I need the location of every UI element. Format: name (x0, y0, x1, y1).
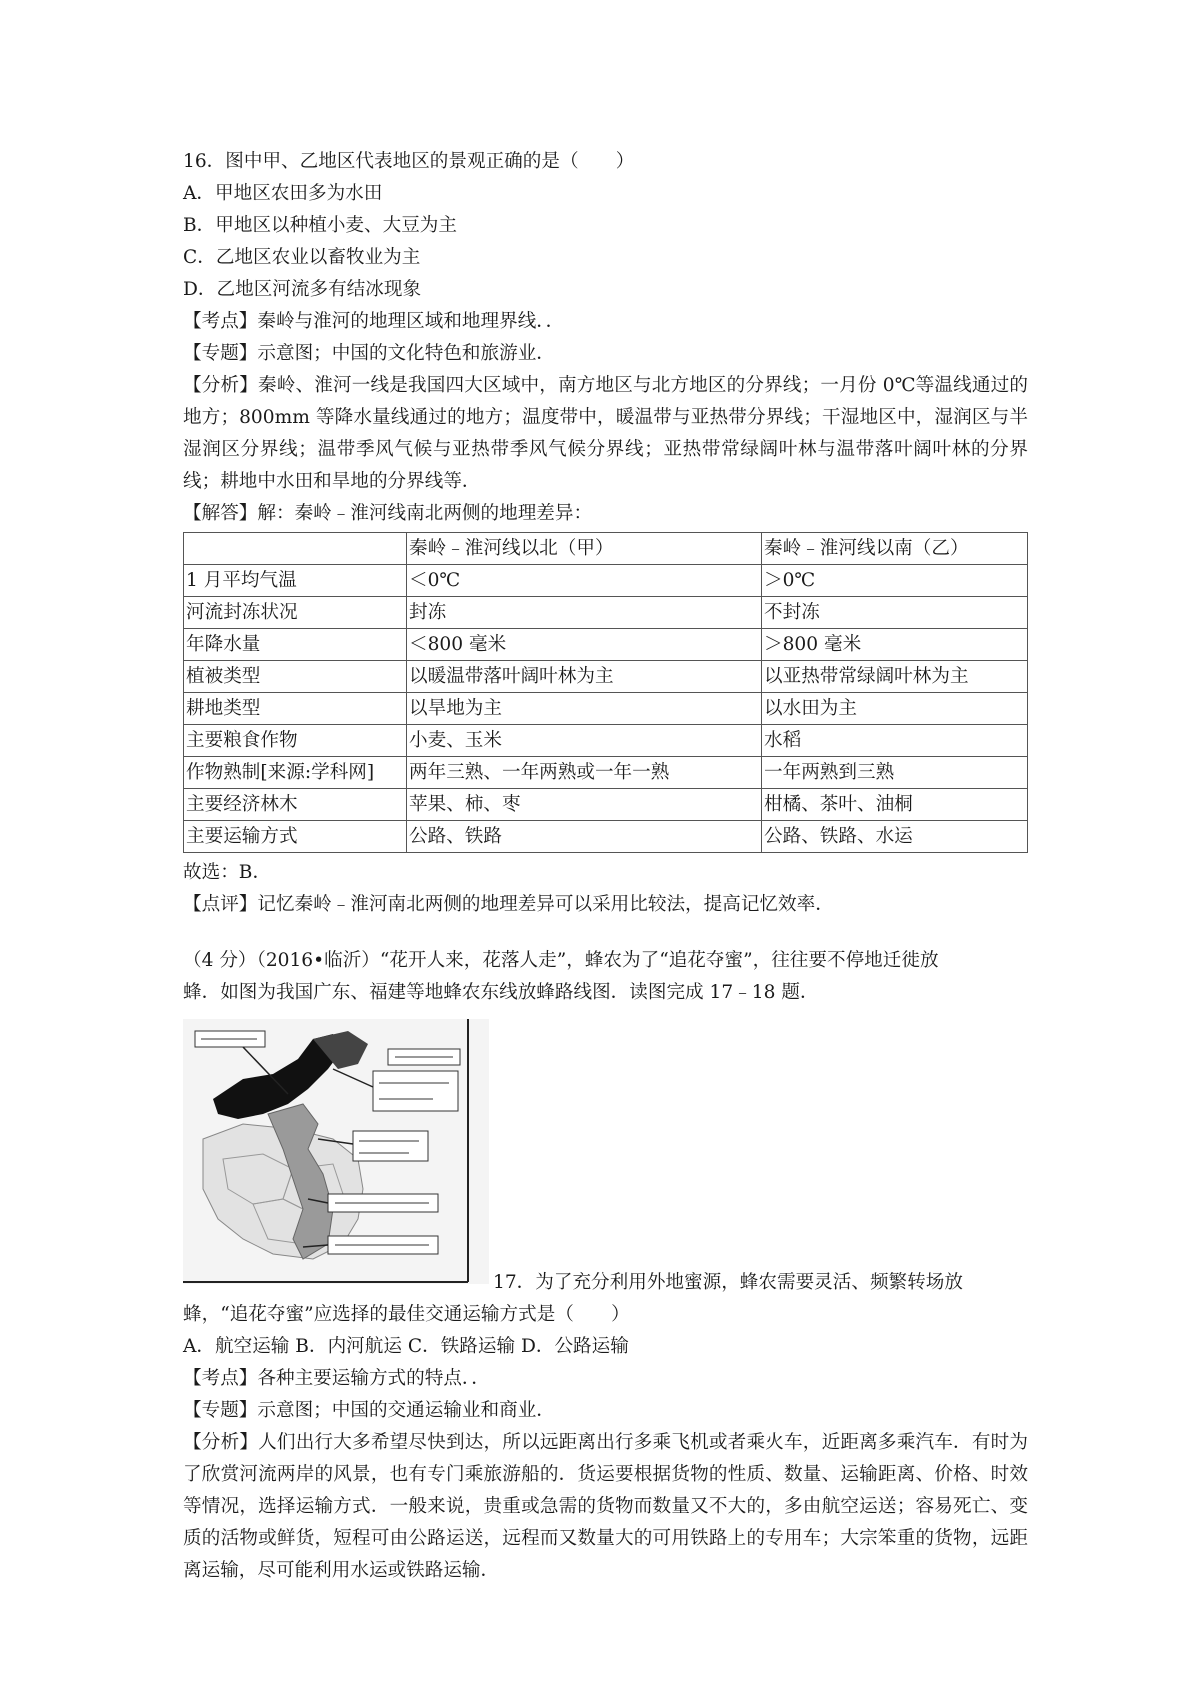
table-cell: 以水田为主 (762, 693, 1028, 725)
document-page (183, 146, 1028, 1587)
table-cell: 柑橘、茶叶、油桐 (762, 789, 1028, 821)
table-cell: 封冻 (407, 597, 762, 629)
q16-option-a: A．甲地区农田多为水田 (183, 183, 383, 204)
table-cell: 植被类型 (184, 661, 407, 693)
q17-stem-second-line: 蜂，“追花夺蜜”应选择的最佳交通运输方式是（ ） (183, 1304, 630, 1325)
table-cell: 作物熟制[来源:学科网] (184, 757, 407, 789)
table-row (184, 565, 1028, 597)
table-cell: 以暖温带落叶阔叶林为主 (407, 661, 762, 693)
table-header-cell (184, 533, 407, 565)
bee-route-map-image (183, 1019, 489, 1284)
q16-option-c: C．乙地区农业以畜牧业为主 (183, 247, 421, 268)
table-cell: 主要粮食作物 (184, 725, 407, 757)
table-row (184, 597, 1028, 629)
table-cell: ＞0℃ (762, 565, 1028, 597)
figure-row (183, 1019, 1028, 1299)
section-spacer (183, 921, 1028, 945)
table-row (184, 725, 1028, 757)
table-cell: 1 月平均气温 (184, 565, 407, 597)
table-header-row (184, 533, 1028, 565)
table-cell: 不封冻 (762, 597, 1028, 629)
q16-kaodian: 【考点】秦岭与淮河的地理区域和地理界线．． (183, 311, 565, 332)
figure-spacer (183, 1009, 1028, 1019)
table-cell: ＜800 毫米 (407, 629, 762, 661)
table-row (184, 661, 1028, 693)
table-cell: 耕地类型 (184, 693, 407, 725)
q17-zhuanti: 【专题】示意图；中国的交通运输业和商业． (183, 1400, 555, 1421)
table-cell: 小麦、玉米 (407, 725, 762, 757)
table-cell: 公路、铁路 (407, 821, 762, 853)
q16-fenxi: 【分析】秦岭、淮河一线是我国四大区域中，南方地区与北方地区的分界线；一月份 0℃等温线通过的地方；800mm 等降水量线通过的地方；温度带中，暖温带与亚热带分界线；干湿地区中，湿润区与半湿润区分界线；温带季风气候与亚热带季风气候分界线；亚热带常绿阔叶林与温带落叶阔叶林的分界线；耕地中水田和旱地的分界线等． (183, 375, 1028, 492)
table-row (184, 629, 1028, 661)
table-header-cell: 秦岭﹣淮河线以北（甲） (407, 533, 762, 565)
q17-options: A．航空运输 B．内河航运 C．铁路运输 D．公路运输 (183, 1336, 629, 1357)
q16-answer: 故选：B． (183, 862, 272, 883)
table-row (184, 789, 1028, 821)
q16-dianping: 【点评】记忆秦岭﹣淮河南北两侧的地理差异可以采用比较法，提高记忆效率． (183, 894, 834, 915)
comparison-table (183, 532, 1028, 853)
table-cell: 以亚热带常绿阔叶林为主 (762, 661, 1028, 693)
q16-stem: 16．图中甲、乙地区代表地区的景观正确的是（ ） (183, 151, 635, 172)
table-cell: 主要经济林木 (184, 789, 407, 821)
q16-option-b: B．甲地区以种植小麦、大豆为主 (183, 215, 457, 236)
table-cell: ＜0℃ (407, 565, 762, 597)
table-row (184, 693, 1028, 725)
table-cell: 以旱地为主 (407, 693, 762, 725)
table-row (184, 821, 1028, 853)
table-cell: 河流封冻状况 (184, 597, 407, 629)
table-cell: 两年三熟、一年两熟或一年一熟 (407, 757, 762, 789)
q16-option-d: D．乙地区河流多有结冰现象 (183, 279, 422, 300)
table-row (184, 757, 1028, 789)
table-cell: 主要运输方式 (184, 821, 407, 853)
table-cell: 水稻 (762, 725, 1028, 757)
q17-stem-first-line: 17．为了充分利用外地蜜源，蜂农需要灵活、频繁转场放 (493, 1272, 963, 1293)
table-cell: ＞800 毫米 (762, 629, 1028, 661)
intro-line-2: 蜂．如图为我国广东、福建等地蜂农东线放蜂路线图．读图完成 17﹣18 题． (183, 982, 819, 1003)
table-cell: 一年两熟到三熟 (762, 757, 1028, 789)
table-cell: 苹果、柿、枣 (407, 789, 762, 821)
table-header-cell: 秦岭﹣淮河线以南（乙） (762, 533, 1028, 565)
table-cell: 年降水量 (184, 629, 407, 661)
intro-line-1: （4 分）（2016•临沂）“花开人来，花落人走”，蜂农为了“追花夺蜜”，往往要不停地迁徙放 (183, 950, 939, 971)
q17-kaodian: 【考点】各种主要运输方式的特点．． (183, 1368, 490, 1389)
q16-jieda: 【解答】解：秦岭﹣淮河线南北两侧的地理差异： (183, 503, 593, 524)
table-cell: 公路、铁路、水运 (762, 821, 1028, 853)
q16-zhuanti: 【专题】示意图；中国的文化特色和旅游业． (183, 343, 555, 364)
q17-fenxi: 【分析】人们出行大多希望尽快到达，所以远距离出行多乘飞机或者乘火车，近距离多乘汽车．有时为了欣赏河流两岸的风景，也有专门乘旅游船的．货运要根据货物的性质、数量、运输距离、价格、时效等情况，选择运输方式．一般来说，贵重或急需的货物而数量又不大的，多由航空运送；容易死亡、变质的活物或鲜货，短程可由公路运送，远程而又数量大的可用铁路上的专用车；大宗笨重的货物，远距离运输，尽可能利用水运或铁路运输． (183, 1432, 1028, 1581)
